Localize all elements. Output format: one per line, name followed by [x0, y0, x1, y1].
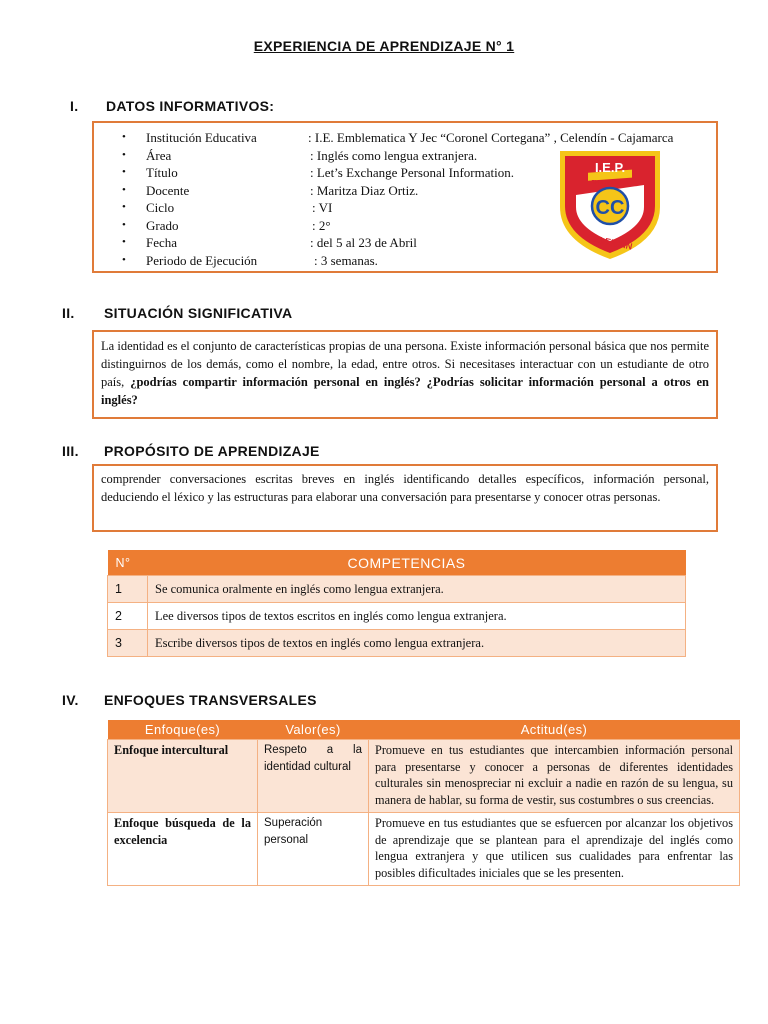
table-row	[108, 740, 740, 813]
logo-letters: CC	[595, 197, 625, 219]
column-header: Valor(es)	[258, 720, 369, 740]
section-number: III.	[62, 443, 79, 459]
datos-informativos-box	[92, 121, 718, 273]
column-header: COMPETENCIAS	[148, 550, 686, 576]
column-header: Actitud(es)	[369, 720, 740, 740]
column-header: N°	[108, 550, 148, 576]
section-number: I.	[70, 98, 79, 114]
situacion-text: La identidad es el conjunto de características propias de una persona. Existe información personal básica que nos permite distinguirnos de los demás, como el nombre, la edad, entre otros. Si necesitases interactuar con un estudiante de otro país, ¿podrías compartir información personal en inglés? ¿Podrías solicitar información personal a otros en inglés?	[101, 339, 710, 407]
section-heading-2	[62, 305, 462, 323]
table-row	[108, 576, 686, 603]
competencias-table	[107, 550, 686, 657]
section-number: IV.	[62, 692, 79, 708]
section-title: SITUACIÓN SIGNIFICATIVA	[104, 305, 293, 321]
table-row	[108, 630, 686, 657]
section-heading-3	[62, 443, 462, 461]
row-number: 2	[108, 603, 148, 630]
situacion-question: ¿podrías compartir información personal en inglés? ¿Podrías solicitar información personal a otros en inglés?	[101, 375, 710, 407]
column-header: Enfoque(es)	[108, 720, 258, 740]
logo-band-text: EMBLEMÁTICA	[591, 180, 629, 186]
enfoque-name: Enfoque búsqueda de la excelencia	[108, 813, 258, 886]
logo-top-text: I.E.P.	[594, 160, 626, 175]
table-row	[108, 813, 740, 886]
table-row	[108, 603, 686, 630]
section-heading-4	[62, 692, 462, 710]
document-title: EXPERIENCIA DE APRENDIZAJE N° 1	[253, 38, 515, 54]
competencia-text: Se comunica oralmente en inglés como lengua extranjera.	[148, 576, 686, 603]
enfoques-table	[107, 720, 740, 886]
section-heading-1	[70, 98, 470, 116]
section-title: DATOS INFORMATIVOS:	[106, 98, 275, 114]
valor-text: Superación personal	[258, 813, 369, 886]
datos-list: • Institución Educativa : I.E. Emblematica Y Jec “Coronel Cortegana” , Celendín - Cajamarca • Área : Inglés como lengua extranjera. • Título : Let’s Exchange Personal Information. • Docente : Maritza Diaz Ortiz. • Ciclo : VI • Grado : 2° • Fecha : del 5 al 23 de Abril • Periodo de Ejecución : 3 semanas.	[122, 130, 674, 268]
enfoque-name: Enfoque intercultural	[108, 740, 258, 813]
row-number: 3	[108, 630, 148, 657]
table-header	[108, 550, 686, 576]
actitud-text: Promueve en tus estudiantes que intercambien información personal para presentarse y conocer a personas de diferentes identidades culturales sin menospreciar ni excluir a nadie en razón de su lengua, su manera de hablar, su forma de vestir, sus costumbres o sus creencias.	[369, 740, 740, 813]
competencia-text: Lee diversos tipos de textos escritos en inglés como lengua extranjera.	[148, 603, 686, 630]
proposito-box	[92, 464, 718, 532]
proposito-text: comprender conversaciones escritas breves en inglés identificando detalles específicos, información personal, deduciendo el léxico y las estructuras para elaborar una conversación para presentarse y conocer otras personas.	[101, 472, 709, 504]
table-header	[108, 720, 740, 740]
situacion-box	[92, 330, 718, 419]
valor-text: Respeto a la identidad cultural	[258, 740, 369, 813]
actitud-text: Promueve en tus estudiantes que se esfuercen por alcanzar los objetivos de aprendizaje que se plantean para el aprendizaje del inglés como lengua extranjera y que utilicen sus cualidades para enfrentar las posibles dificultades iniciales que se les presenten.	[369, 813, 740, 886]
logo-bottom-text: CELENDÍN	[586, 232, 634, 252]
section-title: PROPÓSITO DE APRENDIZAJE	[104, 443, 320, 459]
school-logo	[556, 145, 664, 263]
section-number: II.	[62, 305, 75, 321]
section-title: ENFOQUES TRANSVERSALES	[104, 692, 317, 708]
row-number: 1	[108, 576, 148, 603]
competencia-text: Escribe diversos tipos de textos en inglés como lengua extranjera.	[148, 630, 686, 657]
